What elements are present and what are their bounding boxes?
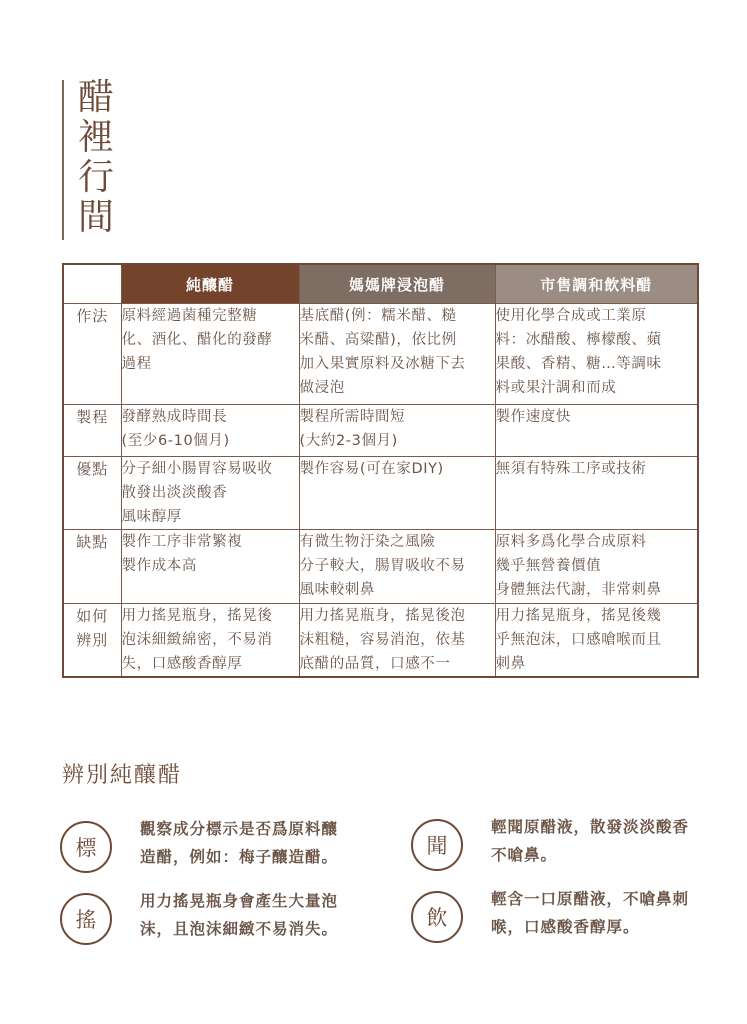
tip-line: 輕聞原醋液，散發淡淡酸香: [491, 818, 690, 836]
cell-line: 米醋、高粱醋)，依比例: [299, 332, 457, 348]
label-char-icon: 標: [60, 821, 112, 873]
cell-line: 失，口感酸香醇厚: [121, 656, 243, 672]
cell-line: 分子細小腸胃容易吸收: [121, 461, 273, 477]
cell-line: 泡沫細緻綿密，不易消: [121, 632, 273, 648]
cell-line: 料或果汁調和而成: [495, 380, 617, 396]
cell-line: 料：冰醋酸、檸檬酸、蘋: [495, 332, 662, 348]
cell-line: 沫粗糙，容易消泡，依基: [299, 632, 466, 648]
tip-text: [491, 885, 689, 941]
title-char: 間: [77, 197, 114, 238]
drink-char-icon: 飲: [411, 891, 463, 943]
cell-market: [495, 604, 698, 678]
tip-line: 輕含一口原醋液，不嗆鼻刺: [491, 890, 690, 908]
cell-market: [495, 405, 698, 457]
table-header-row: [63, 264, 698, 304]
cell-mom: [299, 304, 495, 405]
tip-line: 觀察成分標示是否爲原料釀: [140, 820, 339, 838]
cell-line: 用力搖晃瓶身，搖晃後泡: [299, 608, 466, 624]
tip-text: [140, 887, 338, 943]
cell-line: 風味較刺鼻: [299, 582, 375, 598]
title-char: 醋: [77, 77, 114, 118]
tip-text: [491, 813, 689, 869]
cell-line: 散發出淡淡酸香: [121, 485, 228, 501]
table-row-cons: [63, 530, 698, 604]
tip-line: 造醋，例如：梅子釀造醋。: [140, 848, 339, 866]
table-row-method: [63, 304, 698, 405]
cell-pure: [121, 530, 299, 604]
cell-line: (大約2-3個月): [299, 433, 398, 449]
tip-line: 喉，口感酸香醇厚。: [491, 918, 640, 936]
tip-line: 沫，且泡沫細緻不易消失。: [140, 920, 339, 938]
title-accent-line: [62, 80, 64, 240]
cell-market: [495, 530, 698, 604]
cell-mom: [299, 530, 495, 604]
page-title: [74, 78, 118, 238]
cell-line: 分子較大，腸胃吸收不易: [299, 558, 466, 574]
tip-text: [140, 815, 338, 871]
tip-drink: [411, 891, 689, 943]
row-label-text: 優點: [76, 460, 109, 478]
cell-mom: [299, 604, 495, 678]
tip-shake: [60, 893, 338, 945]
cell-line: 做浸泡: [299, 380, 345, 396]
cell-line: 果酸、香精、糖…等調味: [495, 356, 662, 372]
cell-pure: [121, 457, 299, 530]
cell-line: 風味醇厚: [121, 509, 182, 525]
tip-line: 不嗆鼻。: [491, 846, 558, 864]
cell-line: 製作成本高: [121, 558, 197, 574]
cell-mom: [299, 457, 495, 530]
row-label-text: 辨別: [76, 631, 109, 649]
row-label: [63, 405, 121, 457]
cell-line: 乎無泡沫，口感嗆喉而且: [495, 632, 662, 648]
cell-pure: [121, 604, 299, 678]
cell-line: 製作工序非常繁複: [121, 534, 243, 550]
cell-line: 用力搖晃瓶身，搖晃後: [121, 608, 273, 624]
cell-line: 加入果實原料及冰糖下去: [299, 356, 466, 372]
cell-line: 製作速度快: [495, 409, 571, 425]
cell-line: (至少6-10個月): [121, 433, 230, 449]
cell-line: 用力搖晃瓶身，搖晃後幾: [495, 608, 662, 624]
cell-market: [495, 457, 698, 530]
row-label-text: 如何: [76, 607, 109, 625]
row-label-text: 缺點: [76, 533, 109, 551]
table-row-identify: [63, 604, 698, 678]
title-char: 裡: [77, 117, 114, 158]
row-label-text: 製程: [76, 408, 109, 426]
cell-mom: [299, 405, 495, 457]
row-label: [63, 604, 121, 678]
cell-line: 使用化學合成或工業原: [495, 308, 647, 324]
cell-line: 原料多爲化學合成原料: [495, 534, 647, 550]
header-corner: [63, 264, 121, 304]
header-commercial-vinegar: 市售調和飲料醋: [495, 264, 698, 304]
row-label: [63, 457, 121, 530]
cell-line: 刺鼻: [495, 656, 526, 672]
cell-line: 製程所需時間短: [299, 409, 406, 425]
cell-line: 製作容易(可在家DIY): [299, 461, 444, 477]
tip-smell: [411, 819, 689, 871]
row-label: [63, 304, 121, 405]
title-char: 行: [77, 157, 114, 198]
cell-line: 過程: [121, 356, 152, 372]
tip-label: [60, 821, 338, 873]
vinegar-comparison-table: [62, 263, 699, 678]
cell-line: 有微生物汙染之風險: [299, 534, 436, 550]
cell-line: 原料經過菌種完整糖: [121, 308, 258, 324]
row-label-text: 作法: [76, 307, 109, 325]
cell-line: 基底醋(例：糯米醋、糙: [299, 308, 457, 324]
cell-pure: [121, 304, 299, 405]
row-label: [63, 530, 121, 604]
cell-market: [495, 304, 698, 405]
cell-pure: [121, 405, 299, 457]
table-row-process: [63, 405, 698, 457]
shake-char-icon: 搖: [60, 893, 112, 945]
cell-line: 發酵熟成時間長: [121, 409, 228, 425]
cell-line: 底醋的品質，口感不一: [299, 656, 451, 672]
cell-line: 無須有特殊工序或技術: [495, 461, 647, 477]
tip-line: 用力搖晃瓶身會產生大量泡: [140, 892, 339, 910]
header-pure-vinegar: 純釀醋: [121, 264, 299, 304]
identify-section-title: 辨別純釀醋: [62, 763, 183, 788]
cell-line: 化、酒化、醋化的發酵: [121, 332, 273, 348]
cell-line: 幾乎無營養價值: [495, 558, 602, 574]
header-homemade-vinegar: 媽媽牌浸泡醋: [299, 264, 495, 304]
table-row-pros: [63, 457, 698, 530]
cell-line: 身體無法代謝，非常刺鼻: [495, 582, 662, 598]
smell-char-icon: 聞: [411, 819, 463, 871]
